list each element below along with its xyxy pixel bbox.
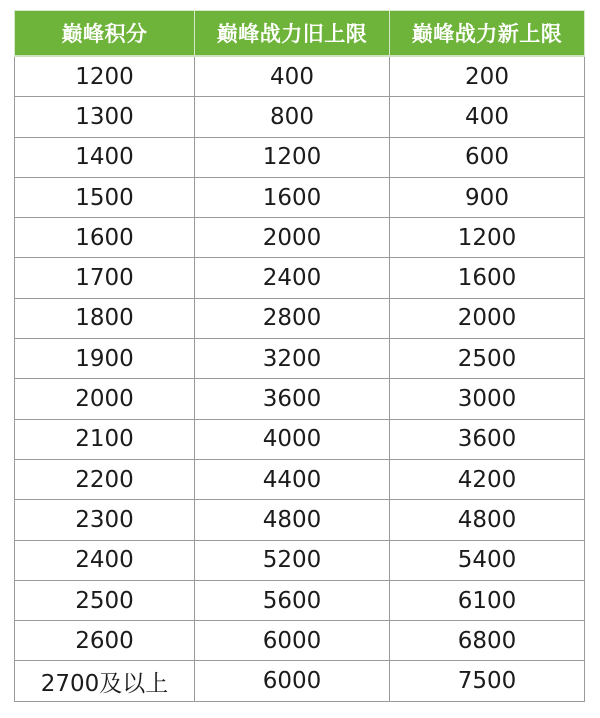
old-power-cap-cell: 5600 [195, 580, 390, 620]
table-row [15, 379, 585, 419]
table-header [15, 11, 585, 57]
old-power-cap-cell: 400 [195, 56, 390, 97]
table-row [15, 258, 585, 298]
peak-score-cell: 1200 [15, 56, 195, 97]
table-row [15, 218, 585, 258]
table-row [15, 177, 585, 217]
table-row [15, 56, 585, 97]
header-old-power-cap: 巅峰战力旧上限 [195, 11, 390, 57]
new-power-cap-cell: 5400 [390, 540, 585, 580]
old-power-cap-cell: 3600 [195, 379, 390, 419]
peak-score-cell: 2000 [15, 379, 195, 419]
peak-score-cell: 1600 [15, 218, 195, 258]
peak-score-cell: 2500 [15, 580, 195, 620]
new-power-cap-cell: 7500 [390, 661, 585, 702]
peak-power-table [14, 10, 585, 702]
old-power-cap-cell: 4000 [195, 419, 390, 459]
peak-score-cell: 2100 [15, 419, 195, 459]
peak-score-cell: 1400 [15, 137, 195, 177]
peak-score-cell: 2600 [15, 621, 195, 661]
table-row [15, 419, 585, 459]
new-power-cap-cell: 200 [390, 56, 585, 97]
old-power-cap-cell: 1600 [195, 177, 390, 217]
table-row [15, 540, 585, 580]
table-row [15, 580, 585, 620]
old-power-cap-cell: 4800 [195, 500, 390, 540]
old-power-cap-cell: 800 [195, 97, 390, 137]
old-power-cap-cell: 1200 [195, 137, 390, 177]
new-power-cap-cell: 400 [390, 97, 585, 137]
table-row [15, 137, 585, 177]
old-power-cap-cell: 6000 [195, 621, 390, 661]
new-power-cap-cell: 2500 [390, 339, 585, 379]
header-peak-score: 巅峰积分 [15, 11, 195, 57]
table-row [15, 97, 585, 137]
table-row [15, 661, 585, 702]
new-power-cap-cell: 2000 [390, 298, 585, 338]
old-power-cap-cell: 2000 [195, 218, 390, 258]
old-power-cap-cell: 6000 [195, 661, 390, 702]
old-power-cap-cell: 2400 [195, 258, 390, 298]
header-new-power-cap: 巅峰战力新上限 [390, 11, 585, 57]
old-power-cap-cell: 3200 [195, 339, 390, 379]
table-row [15, 298, 585, 338]
new-power-cap-cell: 1200 [390, 218, 585, 258]
old-power-cap-cell: 2800 [195, 298, 390, 338]
header-row [15, 11, 585, 57]
peak-score-cell: 1700 [15, 258, 195, 298]
table-row [15, 459, 585, 499]
new-power-cap-cell: 3000 [390, 379, 585, 419]
table-row [15, 621, 585, 661]
peak-score-cell: 2700及以上 [15, 661, 195, 702]
table-row [15, 500, 585, 540]
peak-score-cell: 1900 [15, 339, 195, 379]
peak-score-cell: 1500 [15, 177, 195, 217]
new-power-cap-cell: 4800 [390, 500, 585, 540]
peak-score-cell: 1300 [15, 97, 195, 137]
new-power-cap-cell: 4200 [390, 459, 585, 499]
peak-score-cell: 1800 [15, 298, 195, 338]
new-power-cap-cell: 6100 [390, 580, 585, 620]
old-power-cap-cell: 4400 [195, 459, 390, 499]
new-power-cap-cell: 600 [390, 137, 585, 177]
table-body [15, 56, 585, 702]
old-power-cap-cell: 5200 [195, 540, 390, 580]
new-power-cap-cell: 6800 [390, 621, 585, 661]
new-power-cap-cell: 3600 [390, 419, 585, 459]
peak-score-cell: 2400 [15, 540, 195, 580]
peak-score-cell: 2300 [15, 500, 195, 540]
table-row [15, 339, 585, 379]
new-power-cap-cell: 1600 [390, 258, 585, 298]
new-power-cap-cell: 900 [390, 177, 585, 217]
peak-score-cell: 2200 [15, 459, 195, 499]
